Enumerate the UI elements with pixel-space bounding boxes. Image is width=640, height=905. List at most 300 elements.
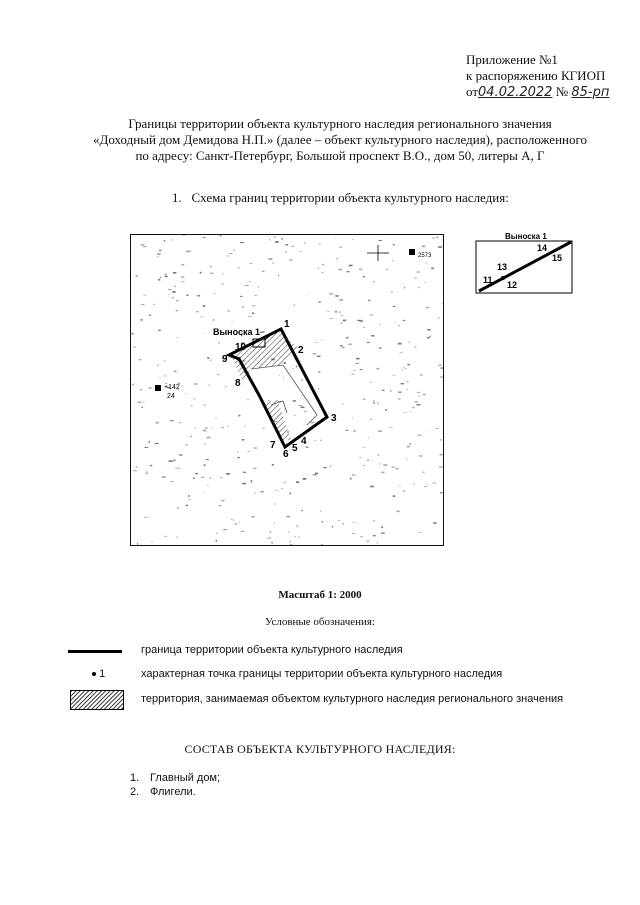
map-speckle [247,399,249,400]
map-speckle [440,492,442,493]
appendix-line2: к распоряжению КГИОП [466,68,606,83]
map-speckle [422,472,424,473]
map-speckle [253,468,256,469]
map-speckle [188,499,191,500]
map-speckle [231,322,233,323]
map-speckle [188,495,190,496]
list-item [130,785,220,799]
map-speckle [425,263,427,264]
map-speckle [283,377,284,378]
map-speckle [315,473,318,475]
map-speckle [160,277,161,279]
map-speckle [342,347,345,349]
survey-marker-top-text: 2573 [418,253,432,259]
list-item-number: 2. [130,786,140,798]
map-speckle [182,235,185,236]
map-speckle [352,533,355,534]
map-speckle [248,451,250,452]
map-speckle [209,437,211,439]
legend-hatch-symbol [70,690,124,710]
map-speckle [329,293,333,294]
map-speckle [274,522,275,523]
map-speckle [285,251,287,252]
map-speckle [250,263,253,264]
map-speckle [132,384,134,385]
list-item-number: 1. [130,772,140,784]
map-speckle [414,278,417,279]
map-speckle [272,464,274,466]
map-speckle [290,541,291,542]
map-speckle [360,537,362,538]
map-speckle [347,271,350,272]
map-speckle [383,464,387,466]
map-speckle [345,430,348,431]
point-label-2: 2 [298,345,304,356]
map-speckle [230,358,231,359]
map-speckle [403,320,405,321]
legend-line-symbol [68,650,122,653]
point-label-callout: Выноска 1 [213,327,261,337]
map-speckle [204,333,205,334]
map-speckle [251,481,253,483]
map-speckle [163,376,166,377]
map-speckle [193,399,195,400]
map-speckle [393,375,395,376]
map-speckle [204,405,206,406]
map-speckle [252,312,254,314]
map-speckle [207,357,209,359]
map-speckle [313,474,317,476]
map-speckle [210,273,213,274]
map-speckle [433,522,437,524]
map-speckle [257,287,259,288]
map-speckle [382,390,385,391]
map-speckle [216,418,217,419]
map-speckle [332,526,333,527]
map-speckle [392,467,395,468]
map-speckle [432,237,434,238]
map-speckle [356,363,358,364]
map-speckle [385,409,387,411]
map-speckle [181,264,184,265]
map-speckle [353,522,356,523]
map-speckle [289,259,293,260]
map-speckle [405,368,406,369]
map-speckle [193,477,195,479]
map-speckle [204,464,206,466]
map-speckle [143,295,147,296]
map-speckle [275,241,279,243]
callout-title: Выноска 1 [505,233,547,241]
map-speckle [330,318,332,319]
map-speckle [204,443,206,444]
map-speckle [206,459,209,460]
map-speckle [156,422,160,424]
map-speckle [284,409,285,410]
map-speckle [416,404,420,405]
map-speckle [381,533,385,534]
map-speckle [241,531,245,532]
map-speckle [376,368,379,370]
map-speckle [261,491,264,492]
map-speckle [426,484,428,485]
map-speckle [292,246,294,247]
map-speckle [407,446,410,448]
map-speckle [173,459,176,461]
map-speckle [177,507,178,508]
building-outline [251,365,317,425]
legend-point-label: 1 [99,668,106,680]
map-speckle [179,468,180,469]
map-speckle [268,400,270,401]
map-speckle [174,371,177,373]
map-speckle [216,540,218,542]
map-speckle [419,396,420,398]
map-speckle [293,400,296,401]
map-speckle [419,455,423,456]
map-speckle [348,344,352,346]
map-speckle [427,337,430,338]
appendix-header [466,52,609,101]
map-speckle [403,490,405,492]
map-speckle [367,459,369,460]
map-speckle [162,477,166,478]
map-speckle [279,375,280,376]
map-speckle [168,294,170,295]
map-speckle [281,238,283,240]
handwritten-date: 04.02.2022 [478,85,553,100]
map-speckle [380,324,381,325]
map-speckle [304,243,306,244]
map-speckle [398,392,401,393]
map-speckle [310,422,314,424]
map-speckle [203,430,207,432]
map-speckle [363,327,365,328]
map-speckle [431,268,434,270]
map-speckle [438,365,441,366]
legend-hatch-text: территория, занимаемая объектом культурного наследия регионального значения [141,693,564,705]
map-speckle [209,477,211,478]
map-speckle [221,427,224,428]
map-speckle [321,544,324,545]
legend-title: Условные обозначения: [264,616,376,628]
map-speckle [195,427,196,428]
survey-marker-top [409,249,415,255]
map-speckle [262,331,265,332]
list-item-text: Главный дом; [150,772,221,784]
map-speckle [363,447,365,448]
map-speckle [149,315,152,316]
map-speckle [352,418,353,419]
map-speckle [137,543,138,545]
map-speckle [396,468,399,470]
map-speckle [393,244,395,245]
map-speckle [339,247,342,248]
map-speckle [322,272,324,273]
map-speckle [302,380,304,382]
map-speckle [294,304,295,306]
callout-boundary-line [479,242,571,291]
map-speckle [358,363,360,364]
map-speckle [214,293,217,294]
map-speckle [398,343,402,345]
title-line3: по адресу: Санкт-Петербург, Большой проспект В.О., дом 50, литеры А, Г [135,148,545,163]
map-speckle [301,407,305,409]
map-speckle [302,478,306,480]
map-speckle [414,347,416,348]
map-speckle [403,367,404,369]
map-speckle [317,356,321,357]
map-speckle [378,454,380,455]
map-speckle [249,281,251,282]
map-speckle [255,295,257,296]
map-speckle [349,265,353,267]
callout-1 [475,233,575,293]
map-speckle [226,473,230,475]
map-speckle [267,538,271,539]
map-speckle [254,492,256,493]
map-speckle [191,405,192,406]
map-speckle [133,347,136,348]
map-speckle [225,387,227,388]
map-speckle [262,271,265,272]
map-speckle [401,369,403,370]
map-speckle [377,403,378,405]
map-speckle [301,510,303,511]
map-speckle [340,345,343,346]
map-speckle [313,353,317,354]
map-speckle [292,369,295,370]
map-speckle [201,477,204,478]
map-speckle [228,426,229,427]
map-speckle [300,251,302,252]
map-speckle [401,383,405,384]
map-speckle [235,523,237,525]
map-speckle [404,412,407,413]
map-speckle [370,314,373,315]
map-speckle [275,503,276,504]
map-speckle [305,411,306,412]
map-speckle [417,392,420,393]
map-speckle [234,249,235,251]
map-speckle [319,301,321,302]
map-speckle [432,483,436,484]
map-speckle [238,415,240,417]
map-speckle [404,287,405,289]
map-speckle [377,542,378,543]
section-number: 1. [172,190,182,205]
callout-point-12: 12 [507,280,518,290]
map-speckle [322,264,324,265]
map-speckle [335,237,336,238]
map-speckle [155,443,159,444]
map-speckle [408,342,410,343]
map-speckle [288,532,290,533]
map-speckle [352,474,355,475]
map-speckle [366,540,369,542]
map-speckle [272,263,274,264]
number-prefix: № [555,84,569,99]
map-speckle [296,481,299,483]
map-speckle [254,448,257,449]
document-title [60,116,620,164]
map-speckle [320,440,321,441]
map-speckle [222,530,225,531]
list-item [130,771,220,785]
map-speckle [179,454,182,455]
map-speckle [321,340,322,341]
map-speckle [406,459,407,460]
map-speckle [371,419,372,420]
map-speckle [318,268,319,270]
map-speckle [239,522,240,523]
map-speckle [245,285,249,286]
map-speckle [132,333,134,335]
map-speckle [135,467,137,468]
map-speckle [299,405,303,406]
map-speckle [363,465,365,466]
map-speckle [418,287,420,288]
point-label-10: 10 [235,342,247,353]
map-speckle [417,271,420,272]
map-speckle [297,525,298,527]
map-speckle [181,281,183,282]
map-speckle [242,439,245,441]
map-speckle [248,316,252,317]
map-speckle [436,428,438,429]
map-speckle [443,303,444,304]
map-speckle [407,381,409,382]
map-speckle [185,393,187,394]
map-speckle [200,317,203,318]
map-speckle [357,320,361,321]
handwritten-number: 85-рп [571,85,610,100]
map-speckle [335,311,337,312]
map-speckle [139,359,142,360]
map-speckle [203,305,205,307]
map-speckle [227,310,230,311]
legend-line-text: граница территории объекта культурного наследия [141,644,403,656]
point-label-7: 7 [270,440,276,451]
map-speckle [390,390,391,392]
map-speckle [422,246,426,248]
map-speckle [373,281,375,283]
composition-title: СОСТАВ ОБЪЕКТА КУЛЬТУРНОГО НАСЛЕДИЯ: [184,742,456,756]
map-speckle [438,317,439,319]
map-speckle [150,465,152,466]
map-speckle [370,382,373,383]
map-speckle [399,485,400,486]
map-speckle [423,394,426,396]
map-speckle [142,407,143,408]
map-speckle [237,268,240,269]
map-speckle [176,310,179,311]
map-speckle [208,385,209,386]
map-speckle [378,430,382,432]
map-speckle [398,325,399,327]
map-speckle [159,377,161,378]
map-speckle [141,244,145,245]
map-speckle [231,519,233,520]
map-speckle [290,544,292,545]
map-speckle [229,253,232,254]
map-speckle [309,292,310,293]
map-speckle [138,402,142,404]
map-speckle [351,374,354,375]
map-speckle [352,239,354,240]
map-speckle [386,269,388,270]
composition-list [130,771,220,799]
map-speckle [342,404,344,405]
map-speckle [177,337,178,338]
map-scale: Масштаб 1: 2000 [278,589,362,601]
map-speckle [338,520,339,521]
map-speckle [187,294,189,296]
map-speckle [393,306,396,307]
map-speckle [294,536,296,537]
map-speckle [146,473,149,474]
map-speckle [360,369,363,370]
map-speckle [330,466,332,468]
map-speckle [367,342,370,343]
map-speckle [354,430,356,432]
map-speckle [440,367,443,368]
map-speckle [287,516,290,517]
map-speckle [368,300,370,301]
map-speckle [220,477,223,478]
list-item-text: Флигели. [150,786,196,798]
map-speckle [219,505,222,506]
map-speckle [165,274,168,275]
survey-marker-left-sub: 24 [167,393,175,400]
map-speckle [168,289,171,290]
map-speckle [164,361,166,362]
map-speckle [368,437,369,438]
map-speckle [323,467,326,468]
map-speckle [237,451,238,453]
map-speckle [170,240,173,241]
map-speckle [391,291,393,293]
map-speckle [370,486,374,488]
boundary-map [130,234,444,546]
map-speckle [414,401,418,402]
map-speckle [271,542,273,543]
map-speckle [298,537,299,538]
map-speckle [164,240,166,242]
map-speckle [273,237,276,238]
map-speckle [412,407,415,409]
map-speckle [438,246,442,248]
map-speckle [222,273,223,274]
map-speckle [414,483,415,484]
map-speckle [242,306,244,308]
map-speckle [373,400,374,401]
map-speckle [221,500,225,501]
map-speckle [339,299,343,300]
map-speckle [141,304,145,305]
map-speckle [170,481,174,482]
map-speckle [159,330,161,331]
section-title: Схема границ территории объекта культурного наследия: [191,190,509,205]
map-speckle [164,536,167,537]
map-speckle [175,286,176,287]
map-speckle [159,250,161,251]
map-speckle [409,443,411,445]
map-speckle [153,304,155,305]
map-speckle [172,297,174,298]
map-svg [131,235,443,545]
map-speckle [343,320,346,322]
